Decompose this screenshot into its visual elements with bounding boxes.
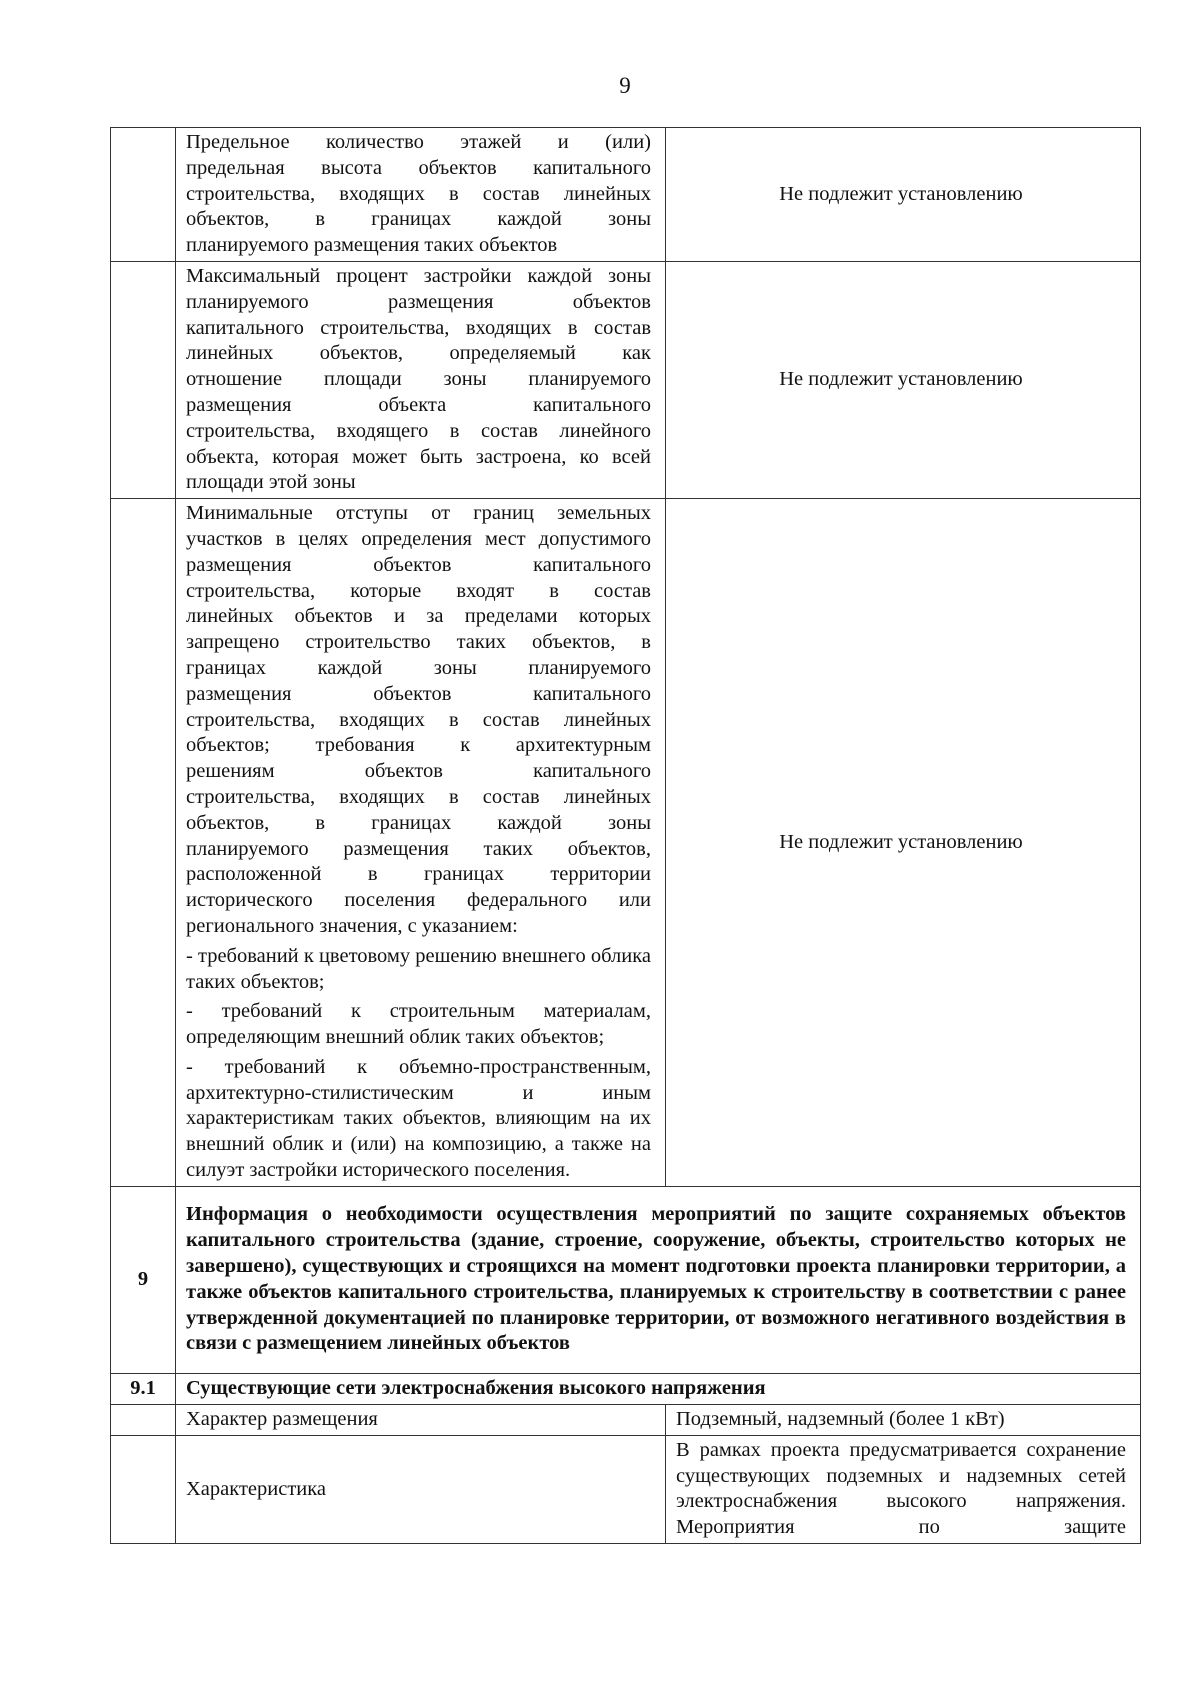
section-9-text: Информация о необходимости осуществления мероприятий по защите сохраняемых объектов капитального строительства (здание, строение, сооружение, объекты, строительство которых не завершено), существующих и строящихся на момент подготовки проекта планировки территории, а также объектов капитального строительства, планируемых к строительству в соответствии с ранее утвержденной документацией по планировке территории, от возможного негативного воздействия в связи с размещением линейных объектов	[186, 1203, 1126, 1355]
label-line: запрещено строительство таких объектов, в	[186, 631, 651, 654]
label-line: площади этой зоны	[186, 471, 356, 494]
row-number	[111, 261, 176, 498]
label-line: объектов, в границах каждой зоны	[186, 208, 651, 231]
label-line: участков в целях определения мест допустимого	[186, 527, 651, 550]
label-line: исторического поселения федерального или	[186, 889, 651, 912]
value-text: Не подлежит установлению	[779, 368, 1023, 391]
label-line: размещения объектов капитального	[186, 682, 651, 705]
label-line: линейных объектов и за пределами которых	[186, 605, 651, 628]
label-line: строительства, входящих в состав линейных	[186, 182, 651, 205]
table-row-setbacks	[111, 499, 1141, 1187]
row-value	[666, 1404, 1141, 1435]
label-line: строительства, входящего в состав линейного	[186, 419, 651, 442]
table-row-floors	[111, 128, 1141, 262]
value-text: Не подлежит установлению	[779, 830, 1023, 853]
parameters-table	[110, 127, 1141, 1544]
label-text: Характер размещения	[186, 1407, 378, 1430]
label-line: размещения объектов капитального	[186, 553, 651, 576]
table-row-characteristic	[111, 1435, 1141, 1543]
page-number: 9	[619, 73, 631, 98]
table-row-placement	[111, 1404, 1141, 1435]
label-line: планируемого размещения объектов	[186, 290, 651, 313]
row-number	[111, 1404, 176, 1435]
bullet-item: - требований к строительным материалам, определяющим внешний облик таких объектов;	[186, 1000, 651, 1049]
table-row-coverage	[111, 261, 1141, 498]
label-text: Характеристика	[186, 1477, 326, 1500]
section-heading	[176, 1373, 1141, 1404]
row-label	[176, 499, 666, 1187]
label-line: отношение площади зоны планируемого	[186, 368, 651, 391]
row-number	[111, 1435, 176, 1543]
label-line: капитального строительства, входящих в состав	[186, 316, 651, 339]
table-row-section-9-1	[111, 1373, 1141, 1404]
row-value	[666, 128, 1141, 262]
label-line: предельная высота объектов капитального	[186, 156, 651, 179]
label-line: объекта, которая может быть застроена, ко всей	[186, 445, 651, 468]
label-line: Максимальный процент застройки каждой зоны	[186, 264, 651, 287]
value-text: Не подлежит установлению	[779, 182, 1023, 205]
row-number	[111, 499, 176, 1187]
label-line: объектов; требования к архитектурным	[186, 734, 651, 757]
label-line: планируемого размещения таких объектов	[186, 234, 558, 257]
value-text: Подземный, надземный (более 1 кВт)	[676, 1407, 1005, 1430]
row-value	[666, 261, 1141, 498]
table-row-section-9	[111, 1186, 1141, 1373]
value-text: В рамках проекта предусматривается сохранение существующих подземных и надземных сетей электроснабжения высокого напряжения. Мероприятия по защите	[676, 1438, 1126, 1539]
label-line: объектов, в границах каждой зоны	[186, 811, 651, 834]
label-line: расположенной в границах территории	[186, 863, 651, 886]
label-line: линейных объектов, определяемый как	[186, 342, 651, 365]
row-label	[176, 1435, 666, 1543]
row-label	[176, 261, 666, 498]
label-line: строительства, входящих в состав линейных	[186, 708, 651, 731]
row-number	[111, 128, 176, 262]
row-label	[176, 128, 666, 262]
label-line: регионального значения, с указанием:	[186, 914, 518, 937]
label-line: строительства, входящих в состав линейных	[186, 785, 651, 808]
label-line: границах каждой зоны планируемого	[186, 656, 651, 679]
section-9-1-text: Существующие сети электроснабжения высокого напряжения	[186, 1376, 766, 1399]
label-line: Минимальные отступы от границ земельных	[186, 502, 651, 525]
section-number: 9	[111, 1186, 176, 1373]
row-label	[176, 1404, 666, 1435]
label-line: планируемого размещения таких объектов,	[186, 837, 651, 860]
label-line: решениям объектов капитального	[186, 760, 651, 783]
bullet-item: - требований к объемно-пространственным, архитектурно-стилистическим и иным характеристикам таких объектов, влияющим на их внешний облик и (или) на композицию, а также на силуэт застройки исторического поселения.	[186, 1055, 651, 1182]
row-value	[666, 499, 1141, 1187]
section-heading	[176, 1186, 1141, 1373]
bullet-item: - требований к цветовому решению внешнего облика таких объектов;	[186, 944, 651, 993]
section-number: 9.1	[111, 1373, 176, 1404]
row-value	[666, 1435, 1141, 1543]
label-line: строительства, которые входят в состав	[186, 579, 651, 602]
setbacks-main-text	[186, 501, 651, 940]
label-line: Предельное количество этажей и (или)	[186, 131, 651, 153]
label-line: размещения объекта капитального	[186, 393, 651, 416]
